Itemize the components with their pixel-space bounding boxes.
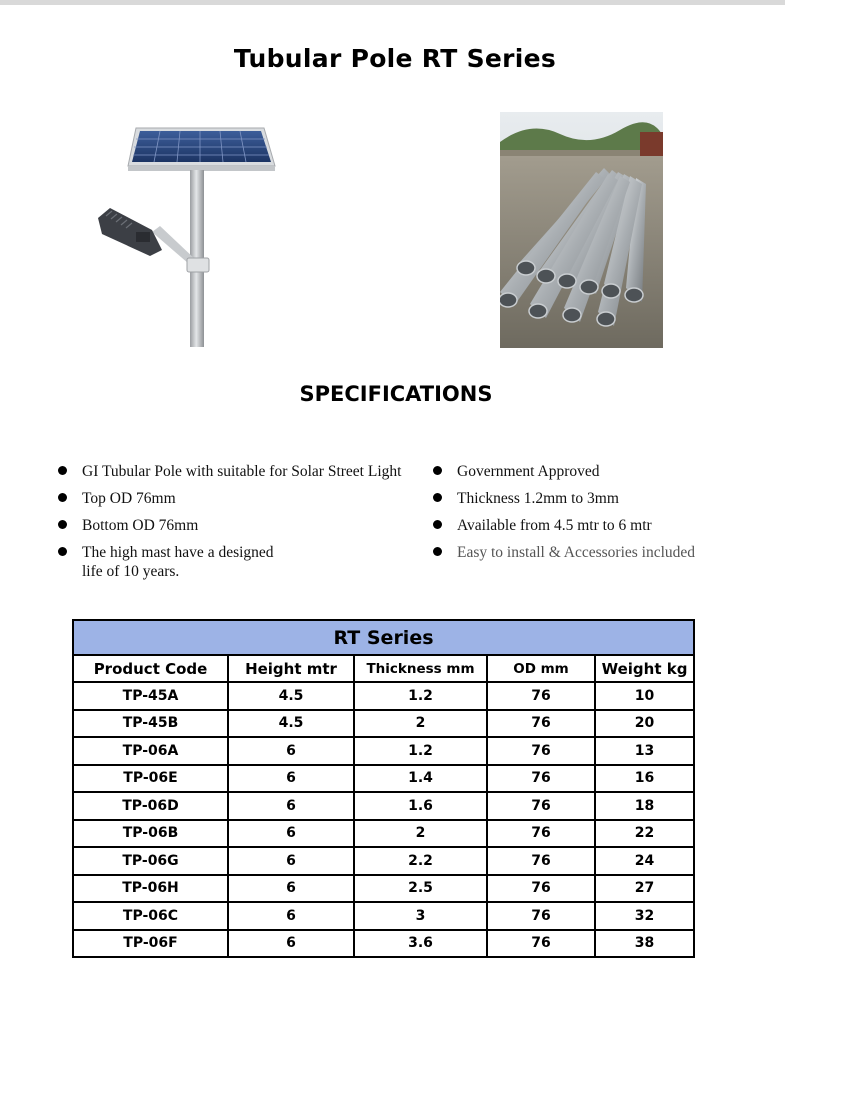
table-cell: TP-06D [73,792,228,820]
table-row [73,682,694,710]
table-cell: 76 [487,765,595,793]
spec-list-right [430,462,750,570]
spec-item-right: Available from 4.5 mtr to 6 mtr [430,516,750,535]
table-cell: 4.5 [228,682,354,710]
spec-item-left: Bottom OD 76mm [55,516,415,535]
table-row [73,792,694,820]
solar-street-light-image [92,122,282,347]
table-cell: 24 [595,847,694,875]
table-cell: TP-06G [73,847,228,875]
spec-item-right: Government Approved [430,462,750,481]
table-cell: 22 [595,820,694,848]
table-cell: 6 [228,820,354,848]
table-cell: 76 [487,682,595,710]
table-cell: 6 [228,847,354,875]
table-cell: 16 [595,765,694,793]
table-cell: 76 [487,902,595,930]
spec-item-left: GI Tubular Pole with suitable for Solar Street Light [55,462,415,481]
table-cell: 4.5 [228,710,354,738]
table-row [73,875,694,903]
column-header: Thickness mm [354,655,487,682]
table-cell: TP-06E [73,765,228,793]
column-header: OD mm [487,655,595,682]
table-cell: 1.2 [354,682,487,710]
galvanized-poles-image [500,112,663,348]
table-cell: 76 [487,710,595,738]
table-caption: RT Series [73,620,694,655]
table-cell: 1.6 [354,792,487,820]
table-cell: 76 [487,792,595,820]
table-cell: 1.4 [354,765,487,793]
table-row [73,765,694,793]
table-cell: 76 [487,847,595,875]
table-cell: 32 [595,902,694,930]
table-cell: TP-06A [73,737,228,765]
table-cell: TP-06B [73,820,228,848]
table-cell: 38 [595,930,694,958]
specifications-heading: SPECIFICATIONS [299,382,493,406]
table-cell: 6 [228,902,354,930]
spec-list-left [55,462,415,589]
table-cell: 2 [354,820,487,848]
table-cell: 6 [228,930,354,958]
table-cell: 76 [487,737,595,765]
table-cell: TP-45B [73,710,228,738]
table-cell: TP-45A [73,682,228,710]
table-row [73,847,694,875]
table-row [73,902,694,930]
table-cell: 76 [487,820,595,848]
table-cell: TP-06C [73,902,228,930]
table-header-row [73,655,694,682]
spec-item-right: Thickness 1.2mm to 3mm [430,489,750,508]
table-row [73,930,694,958]
table-cell: 2.5 [354,875,487,903]
table-cell: 3 [354,902,487,930]
table-cell: 10 [595,682,694,710]
table-cell: 6 [228,875,354,903]
column-header: Weight kg [595,655,694,682]
table-cell: TP-06H [73,875,228,903]
spec-item-left: The high mast have a designed life of 10 years. [55,543,287,581]
table-cell: 1.2 [354,737,487,765]
table-cell: 27 [595,875,694,903]
column-header: Product Code [73,655,228,682]
table-cell: 76 [487,875,595,903]
table-row [73,710,694,738]
table-cell: 6 [228,792,354,820]
table-cell: 18 [595,792,694,820]
table-cell: 2 [354,710,487,738]
top-rule [0,0,785,5]
page-title: Tubular Pole RT Series [233,44,557,73]
table-cell: TP-06F [73,930,228,958]
table-cell: 6 [228,737,354,765]
spec-item-right: Easy to install & Accessories included [430,543,750,562]
column-header: Height mtr [228,655,354,682]
table-cell: 13 [595,737,694,765]
table-cell: 3.6 [354,930,487,958]
table-cell: 20 [595,710,694,738]
table-cell: 2.2 [354,847,487,875]
rt-series-table [72,619,695,958]
table-cell: 6 [228,765,354,793]
spec-item-left: Top OD 76mm [55,489,415,508]
table-cell: 76 [487,930,595,958]
table-row [73,737,694,765]
table-row [73,820,694,848]
